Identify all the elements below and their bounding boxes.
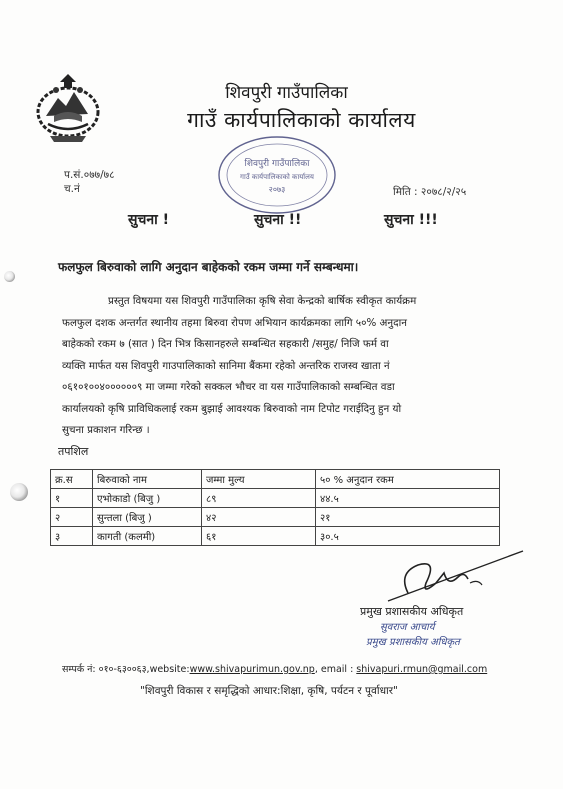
column-header-total-price: जम्मा मुल्य [202, 470, 316, 489]
subsidy-table [50, 469, 500, 546]
notice-heading-1: सुचना ! [128, 212, 170, 228]
contact-phone: सम्पर्क नं: ०१०-६३००६३,website: [62, 664, 190, 675]
contact-footer [62, 662, 487, 675]
details-label: तपशिल [58, 445, 89, 458]
footer-slogan: "शिवपुरी विकास र समृद्धिको आधार:शिक्षा, कृषि, पर्यटन र पूर्वाधार" [140, 685, 398, 697]
issue-date: मिति : २०७८/२/२५ [393, 186, 467, 198]
punch-hole [4, 271, 15, 282]
signatory-designation: प्रमुख प्रशासकीय अधिकृत [360, 605, 464, 618]
dispatch-number: च.नं [64, 183, 80, 195]
email-link[interactable]: shivapuri.rmun@gmail.com [356, 664, 488, 675]
cell-serial: ३ [51, 527, 93, 546]
official-stamp [212, 130, 342, 220]
body-line: सुचना प्रकाशन गरिन्छ । [62, 424, 150, 436]
notice-heading-3: सुचना !!! [384, 212, 438, 228]
handwritten-signature [378, 543, 528, 603]
cell-serial: १ [51, 489, 93, 508]
cell-serial: २ [51, 508, 93, 527]
column-header-subsidy-amount: ५० % अनुदान रकम [316, 470, 500, 489]
cell-subsidy-amount: ३०.५ [316, 527, 500, 546]
punch-hole [10, 483, 28, 501]
stamp-line-2: गाउँ कार्यपालिकाको कार्यालय [240, 173, 314, 181]
email-label: , email : [314, 664, 357, 675]
body-line: फलफुल दशक अन्तर्गत स्थानीय तहमा बिरुवा रोपण अभियान कार्यक्रमका लागि ५०% अनुदान [62, 316, 407, 329]
notice-body [62, 291, 498, 442]
notice-subject: फलफुल बिरुवाको लागि अनुदान बाहेकको रकम जम्मा गर्ने सम्बन्धमा। [58, 260, 359, 274]
cell-plant-name: कागती (कलमी) [93, 527, 202, 546]
signatory-name: सुवराज आचार्य [380, 622, 435, 633]
municipality-name: शिवपुरी गाउँपालिका [225, 83, 348, 103]
reference-number: प.सं.०७७/७८ [64, 169, 115, 181]
cell-subsidy-amount: ४४.५ [316, 489, 500, 508]
notice-heading-2: सुचना !! [254, 212, 302, 228]
cell-plant-name: एभोकाडो (बिजु ) [93, 489, 202, 508]
body-line: कार्यालयको कृषि प्राविधिकलाई रकम बुझाई आवश्यक बिरुवाको नाम टिपोट गराईदिनु हुन यो [62, 402, 402, 415]
cell-total-price: ६१ [202, 527, 316, 546]
office-name: गाउँ कार्यपालिकाको कार्यालय [187, 108, 416, 132]
body-line: ०६१०१००४००००००९ मा जम्मा गरेको सक्कल भौचर वा यस गाउँपालिकाको सम्बन्धित वडा [62, 381, 395, 393]
website-link[interactable]: www.shivapurimun.gov.np [189, 664, 315, 675]
body-line: बाहेकको रकम ७ (सात ) दिन भित्र किसानहरुले सम्बन्धित सहकारी /समुह/ निजि फर्म वा [62, 338, 389, 350]
body-line: प्रस्तुत विषयमा यस शिवपुरी गाउँपालिका कृषि सेवा केन्द्रको बार्षिक स्वीकृत कार्यक्रम [108, 295, 417, 307]
signatory-designation-handwritten: प्रमुख प्रशासकीय अधिकृत [366, 637, 460, 648]
stamp-line-3: २०७३ [268, 185, 286, 194]
table-row [51, 508, 500, 527]
column-header-plant-name: बिरुवाको नाम [93, 470, 202, 489]
cell-subsidy-amount: २१ [316, 508, 500, 527]
stamp-line-1: शिवपुरी गाउँपालिका [244, 159, 310, 169]
cell-total-price: ४२ [202, 508, 316, 527]
column-header-serial: क्र.स [51, 470, 93, 489]
table-header-row [51, 470, 500, 489]
cell-total-price: ८९ [202, 489, 316, 508]
body-line: व्यक्ति मार्फत यस शिवपुरी गाउपालिकाको सानिमा बैंकमा रहेको अन्तरिक राजस्व खाता नं [62, 359, 390, 372]
table-row [51, 489, 500, 508]
cell-plant-name: सुन्तला (बिजु ) [93, 508, 202, 527]
